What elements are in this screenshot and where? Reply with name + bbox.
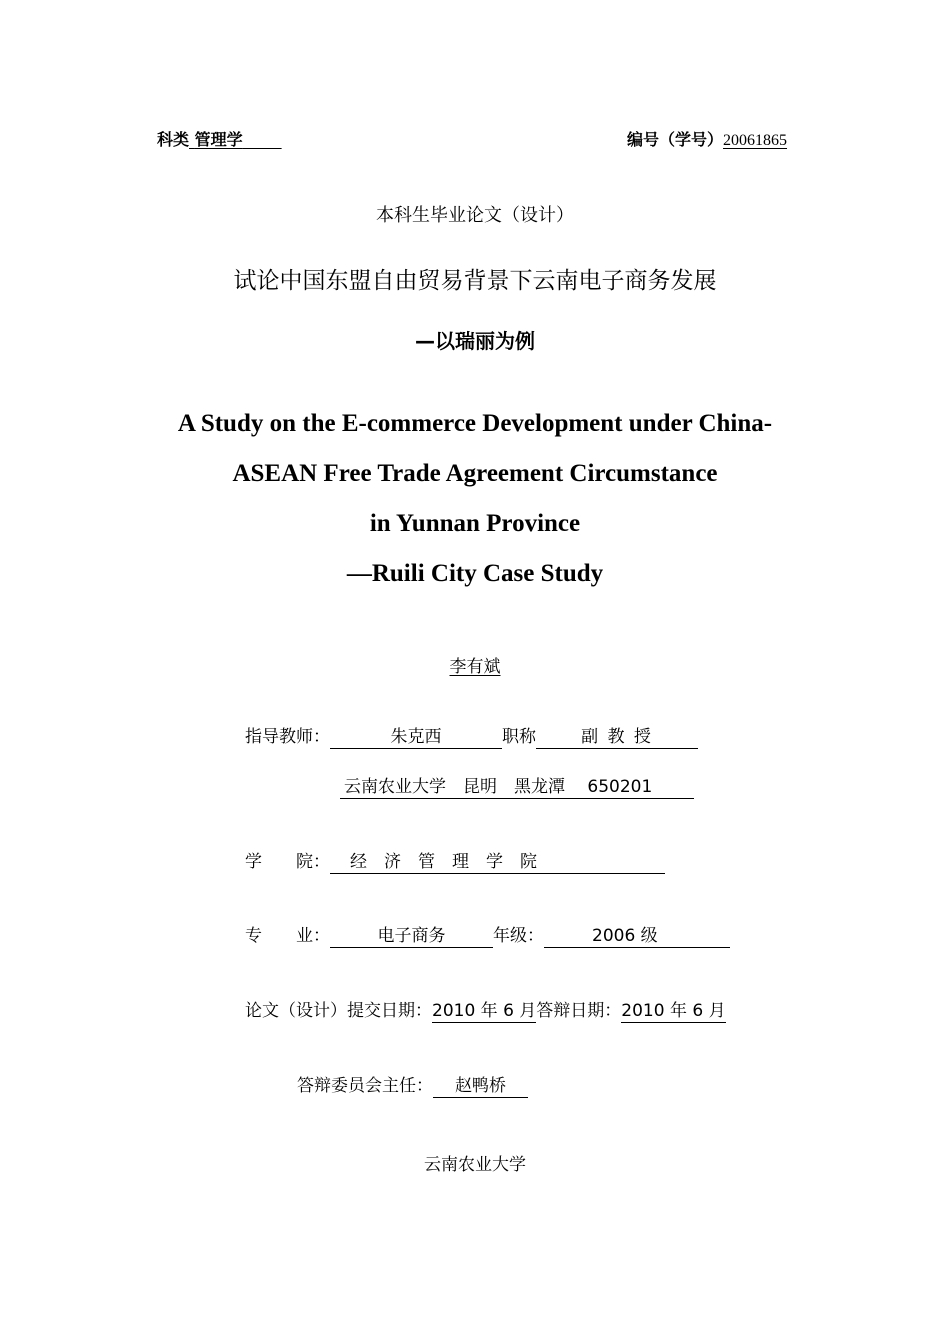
student-number-value: 20061865 [723,132,788,149]
submit-date-value: 2010 年 6 月 [432,1001,537,1021]
advisor-title-label: 职称 [502,727,536,747]
committee-label: 答辩委员会主任： [297,1076,433,1096]
chinese-subtitle: —以瑞丽为例 [415,329,535,353]
advisor-name: 朱克西 [330,726,502,749]
defense-date-label: 答辩日期： [536,1001,622,1021]
major-label: 专 业： [245,926,330,946]
submit-date-label: 论文（设计）提交日期： [245,1001,432,1021]
english-title-line-4: —Ruili City Case Study [346,560,604,587]
category-value: 管理学 [194,130,243,149]
author-name [0,652,950,677]
college-label: 学 院： [245,852,330,872]
university-name: 云南农业大学 [424,1155,526,1175]
chinese-title: 试论中国东盟自由贸易背景下云南电子商务发展 [233,268,717,294]
advisor-address: 云南农业大学 昆明 黑龙潭 650201 [340,776,694,799]
english-title-line-1: A Study on the E-commerce Development under China- [177,410,773,437]
committee-chair: 赵鸭桥 [433,1075,528,1098]
dates-row [245,1000,726,1023]
grade-value: 2006 级 [544,925,730,948]
advisor-label: 指导教师： [245,727,330,747]
committee-row [297,1075,528,1098]
defense-date-value: 2010 年 6 月 [621,1001,726,1021]
advisor-row [245,726,698,749]
college-row [245,851,665,874]
english-title-line-3: in Yunnan Province [369,510,581,537]
category-field [157,127,282,150]
student-number-field [627,127,787,150]
major-row [245,925,730,948]
grade-label: 年级： [493,926,544,946]
author-name-text: 李有斌 [449,657,501,677]
college-value: 经 济 管 理 学 院 [330,851,665,874]
document-type: 本科生毕业论文（设计） [376,205,574,226]
advisor-title-value: 副 教 授 [536,726,698,749]
english-title-line-2: ASEAN Free Trade Agreement Circumstance [232,460,718,487]
category-label: 科类 [157,130,190,149]
advisor-address-row [340,776,694,799]
student-number-label: 编号（学号） [627,130,724,149]
major-value: 电子商务 [330,925,493,948]
